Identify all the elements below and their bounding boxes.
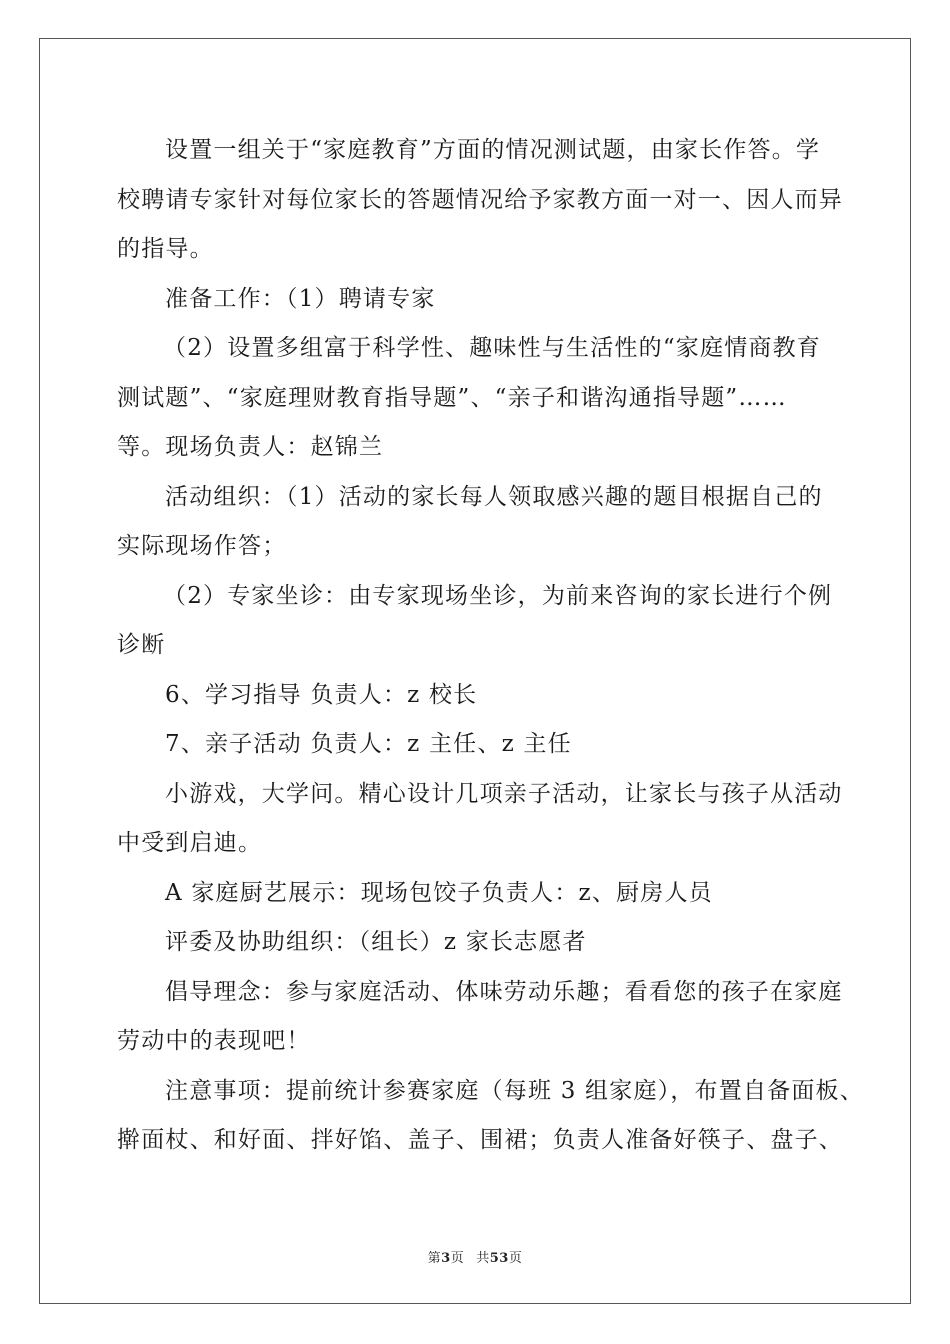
page-prefix: 第 (427, 1251, 442, 1266)
paragraph-line: 擀面杖、和好面、拌好馅、盖子、围裙；负责人准备好筷子、盘子、 (117, 1127, 843, 1153)
paragraph-line: 准备工作：（1）聘请专家 (165, 285, 436, 312)
paragraph-line: 评委及协助组织：（组长）z 家长志愿者 (165, 929, 587, 955)
paragraph-line: 的指导。 (117, 236, 214, 262)
total-prefix: 共 (476, 1251, 490, 1266)
paragraph-line: 活动组织：（1）活动的家长每人领取感兴趣的题目根据自己的 (165, 483, 823, 510)
paragraph-line: 诊断 (117, 632, 166, 658)
paragraph-line: 校聘请专家针对每位家长的答题情况给予家教方面一对一、因人而异 (117, 186, 843, 213)
paragraph-line: 7、亲子活动 负责人：z 主任、z 主任 (165, 731, 572, 757)
page-suffix: 页 (450, 1251, 465, 1266)
paragraph-line: （2）专家坐诊：由专家现场坐诊，为前来咨询的家长进行个例 (163, 582, 833, 609)
paragraph-line: 注意事项：提前统计参赛家庭（每班 3 组家庭），布置自备面板、 (165, 1077, 864, 1104)
paragraph-line: 劳动中的表现吧！ (117, 1028, 311, 1054)
paragraph-line: 等。现场负责人：赵锦兰 (117, 434, 384, 460)
total-suffix: 页 (508, 1251, 523, 1266)
paragraph-line: （2）设置多组富于科学性、趣味性与生活性的“家庭情商教育 (163, 335, 821, 361)
paragraph-line: 实际现场作答； (117, 533, 287, 559)
total-pages: 53 (489, 1251, 509, 1266)
paragraph-line: 设置一组关于“家庭教育”方面的情况测试题，由家长作答。学 (165, 137, 821, 163)
paragraph-line: 倡导理念：参与家庭活动、体味劳动乐趣；看看您的孩子在家庭 (165, 978, 843, 1005)
paragraph-line: 测试题”、“家庭理财教育指导题”、“亲子和谐沟通指导题”…… (117, 384, 787, 411)
paragraph-line: A 家庭厨艺展示：现场包饺子负责人：z、厨房人员 (165, 879, 713, 906)
page-footer (0, 1247, 950, 1266)
page-number: 3 (441, 1251, 451, 1266)
document-body (117, 126, 864, 1166)
paragraph-line: 小游戏，大学问。精心设计几项亲子活动，让家长与孩子从活动 (165, 780, 843, 807)
paragraph-line: 6、学习指导 负责人：z 校长 (165, 681, 478, 708)
paragraph-line: 中受到启迪。 (117, 830, 263, 856)
